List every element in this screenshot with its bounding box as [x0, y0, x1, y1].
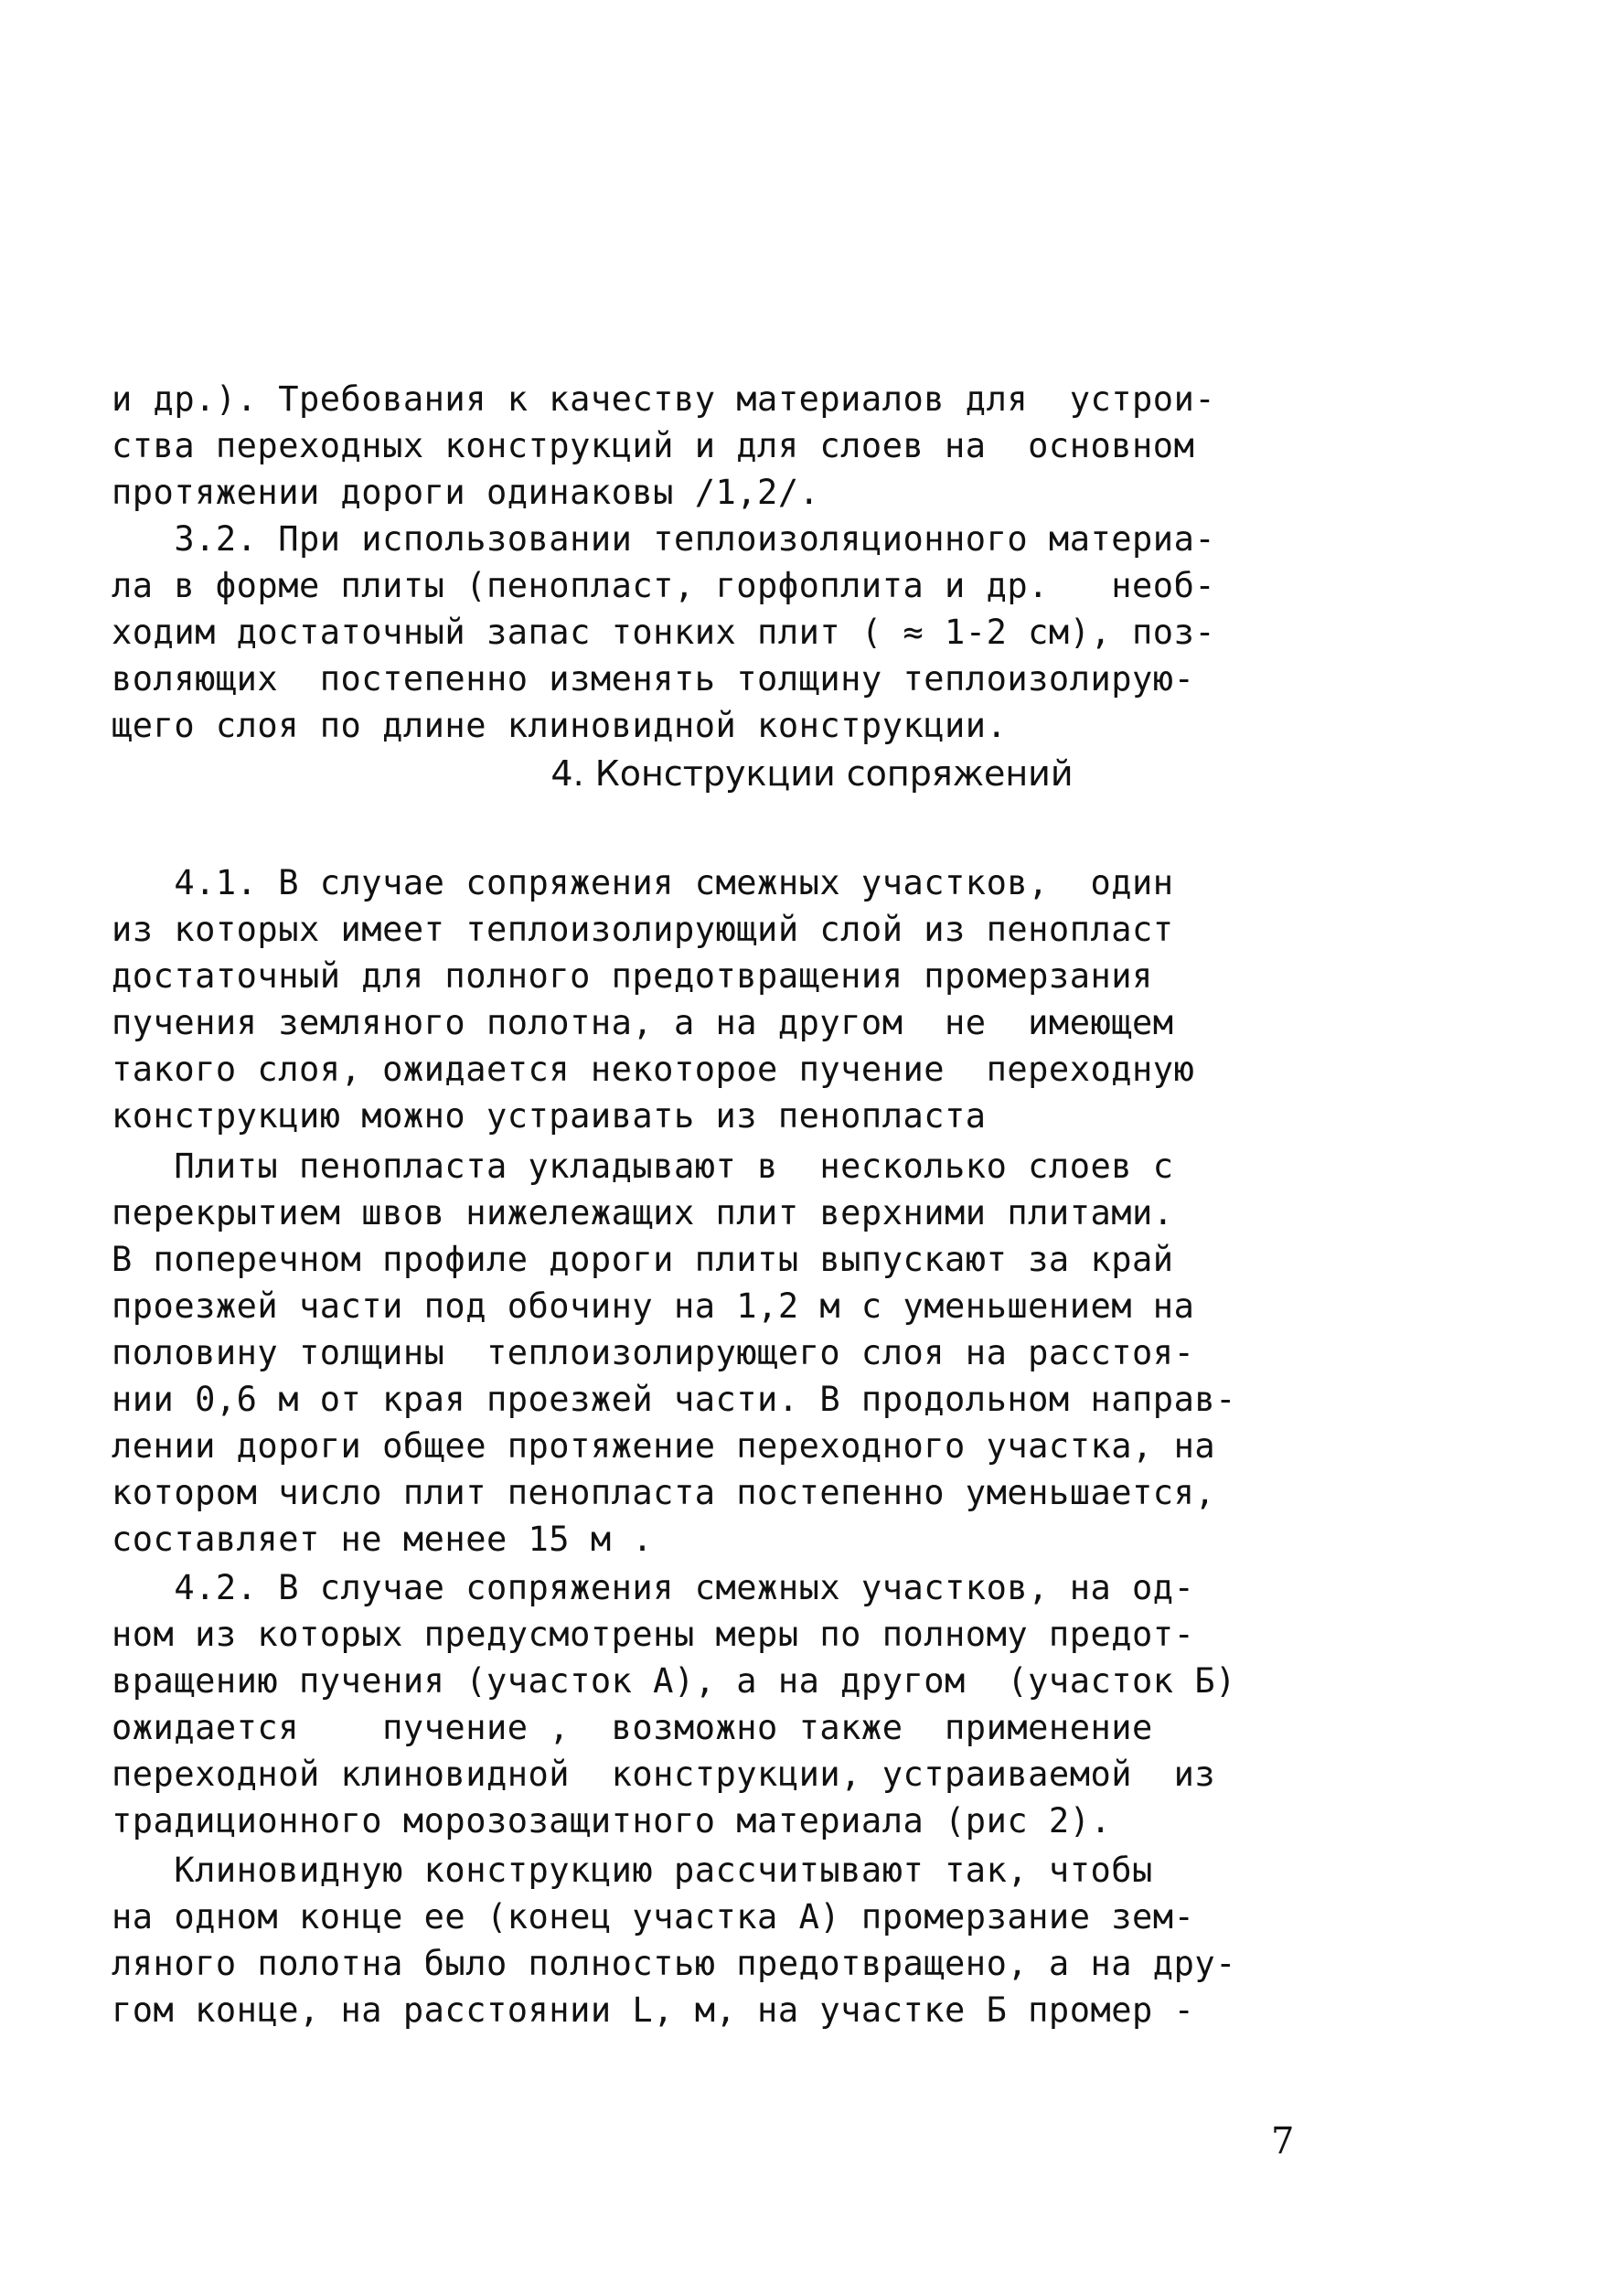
- page-number: 7: [1271, 2120, 1295, 2162]
- paragraph-wedge: [112, 1847, 1348, 2033]
- text-line: проезжей части под обочину на 1,2 м с уменьшением на: [112, 1286, 1195, 1326]
- paragraph-3-2: [112, 516, 1348, 749]
- text-line: лении дороги общее протяжение переходного участка, на: [112, 1426, 1216, 1466]
- text-line: ляного полотна было полностью предотвращено, а на дру-: [112, 1944, 1236, 1983]
- text-line: такого слоя, ожидается некоторое пучение переходную: [112, 1050, 1195, 1089]
- text-line: воляющих постепенно изменять толщину теплоизолирую-: [112, 659, 1195, 699]
- text-line: ходим достаточный запас тонких плит ( ≈ 1-2 см), поз-: [112, 613, 1216, 652]
- text-line: из которых имеет теплоизолирующий слой из пенопласт: [112, 910, 1174, 949]
- text-line: на одном конце ее (конец участка А) промерзание зем-: [112, 1897, 1195, 1937]
- text-line: конструкцию можно устраивать из пенопласта: [112, 1096, 987, 1136]
- text-line: вращению пучения (участок А), а на другом (участок Б): [112, 1661, 1236, 1701]
- text-line: Клиновидную конструкцию рассчитывают так, чтобы: [112, 1851, 1153, 1890]
- section-heading: 4. Конструкции сопряжений: [550, 753, 1074, 794]
- text-line: В поперечном профиле дороги плиты выпускают за край: [112, 1240, 1174, 1279]
- paragraph-4-1: [112, 859, 1348, 1139]
- text-line: традиционного морозозащитного материала (рис 2).: [112, 1801, 1112, 1841]
- text-line: Плиты пенопласта укладывают в несколько слоев с: [112, 1147, 1174, 1186]
- text-line: гом конце, на расстоянии L, м, на участке Б промер -: [112, 1990, 1195, 2030]
- text-line: достаточный для полного предотвращения промерзания: [112, 956, 1153, 996]
- text-line: пучения земляного полотна, а на другом не имеющем: [112, 1003, 1174, 1042]
- text-line: 3.2. При использовании теплоизоляционного материа-: [112, 519, 1216, 559]
- text-line: ства переходных конструкций и для слоев на основном: [112, 426, 1195, 465]
- paragraph-4-2: [112, 1564, 1348, 1844]
- paragraph-plates: [112, 1143, 1348, 1563]
- text-line: нии 0,6 м от края проезжей части. В продольном направ-: [112, 1380, 1236, 1419]
- text-line: ла в форме плиты (пенопласт, горфоплита и др. необ-: [112, 566, 1216, 605]
- text-line: половину толщины теплоизолирующего слоя на расстоя-: [112, 1333, 1195, 1372]
- text-line: составляет не менее 15 м .: [112, 1520, 654, 1559]
- text-line: переходной клиновидной конструкции, устраиваемой из: [112, 1755, 1216, 1794]
- text-line: 4.2. В случае сопряжения смежных участков, на од-: [112, 1568, 1195, 1607]
- text-line: 4.1. В случае сопряжения смежных участков, один: [112, 863, 1174, 902]
- text-line: ожидается пучение , возможно также применение: [112, 1708, 1153, 1747]
- text-line: протяжении дороги одинаковы /1,2/.: [112, 473, 820, 512]
- text-line: котором число плит пенопласта постепенно уменьшается,: [112, 1473, 1216, 1512]
- paragraph-requirements: [112, 376, 1348, 516]
- text-line: и др.). Требования к качеству материалов для устрои-: [112, 379, 1216, 419]
- text-line: щего слоя по длине клиновидной конструкции.: [112, 706, 1008, 745]
- text-line: перекрытием швов нижележащих плит верхними плитами.: [112, 1193, 1174, 1232]
- text-line: ном из которых предусмотрены меры по полному предот-: [112, 1615, 1195, 1654]
